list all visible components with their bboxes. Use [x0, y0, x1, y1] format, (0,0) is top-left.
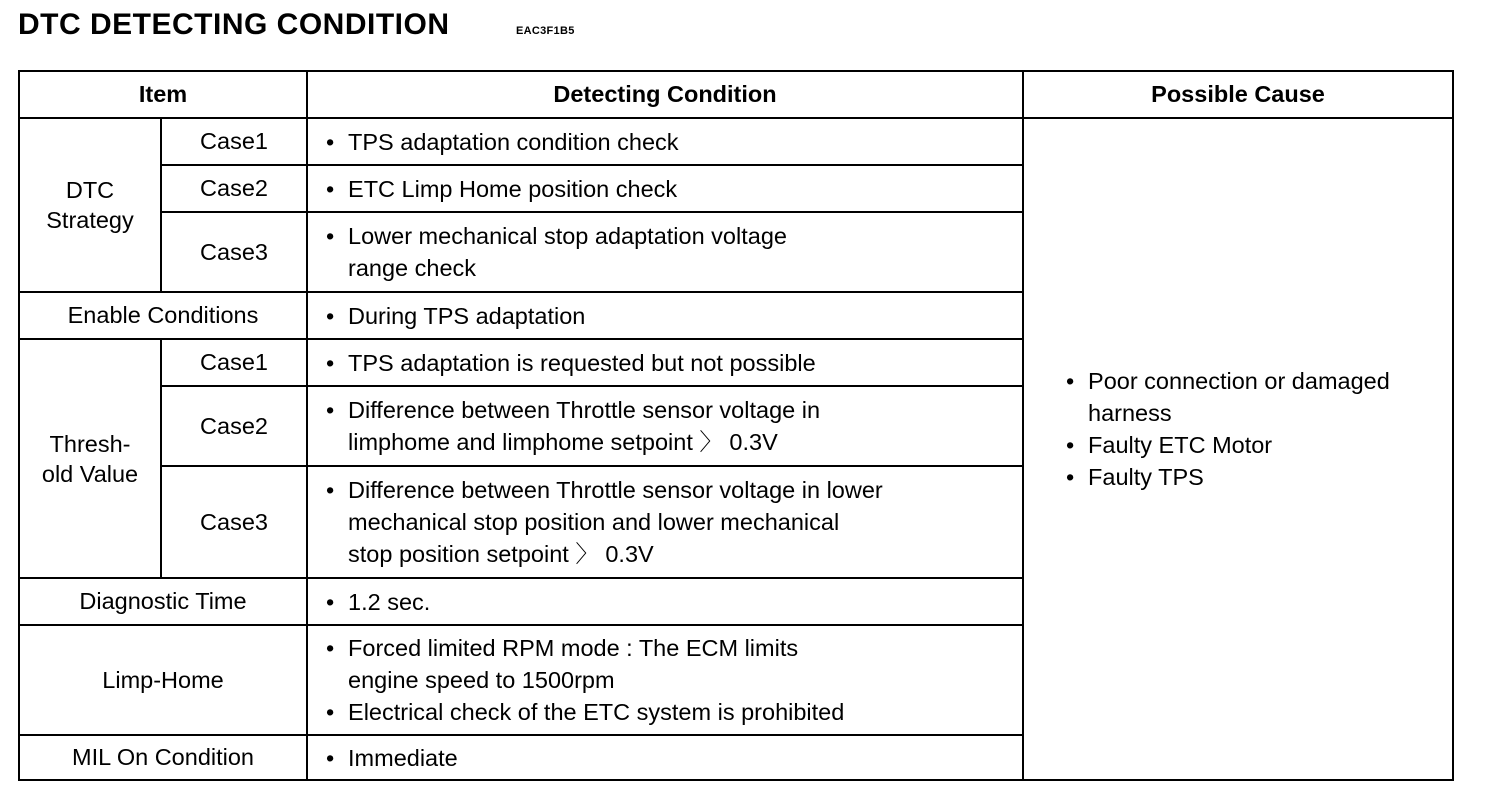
cause-item: • Faulty TPS [1060, 461, 1452, 493]
case-label: Case2 [161, 165, 307, 212]
condition-cell: • Forced limited RPM mode : The ECM limits engine speed to 1500rpm • Electrical check of the ETC system is prohibited [307, 625, 1023, 735]
case-label: Case1 [161, 339, 307, 386]
possible-cause-cell [1023, 118, 1453, 780]
condition-cell: • Immediate [307, 735, 1023, 780]
enable-conditions-label: Enable Conditions [19, 292, 307, 339]
dtc-condition-table [18, 70, 1454, 781]
limp-home-label: Limp-Home [19, 625, 307, 735]
condition-cell: • TPS adaptation condition check [307, 118, 1023, 165]
cause-item: • Poor connection or damaged harness [1060, 365, 1452, 429]
case-label: Case2 [161, 386, 307, 466]
mil-on-label: MIL On Condition [19, 735, 307, 780]
threshold-label: Thresh- old Value [19, 339, 161, 578]
header-row [19, 71, 1453, 118]
dtc-strategy-label: DTC Strategy [19, 118, 161, 292]
condition-cell: • TPS adaptation is requested but not possible [307, 339, 1023, 386]
column-header-item: Item [19, 71, 307, 118]
page-title: DTC DETECTING CONDITION [18, 8, 450, 41]
diagnostic-time-label: Diagnostic Time [19, 578, 307, 625]
condition-cell: • During TPS adaptation [307, 292, 1023, 339]
condition-cell: • Difference between Throttle sensor voltage in lower mechanical stop position and lower mechanical stop position setpoint 〉 0.3V [307, 466, 1023, 578]
cause-item: • Faulty ETC Motor [1060, 429, 1452, 461]
condition-cell: • Lower mechanical stop adaptation voltage range check [307, 212, 1023, 292]
case-label: Case3 [161, 466, 307, 578]
document-code: EAC3F1B5 [516, 25, 575, 37]
condition-cell: • ETC Limp Home position check [307, 165, 1023, 212]
case-label: Case3 [161, 212, 307, 292]
condition-cell: • Difference between Throttle sensor voltage in limphome and limphome setpoint 〉 0.3V [307, 386, 1023, 466]
column-header-condition: Detecting Condition [307, 71, 1023, 118]
table-row [19, 118, 1453, 165]
condition-cell: • 1.2 sec. [307, 578, 1023, 625]
case-label: Case1 [161, 118, 307, 165]
column-header-cause: Possible Cause [1023, 71, 1453, 118]
